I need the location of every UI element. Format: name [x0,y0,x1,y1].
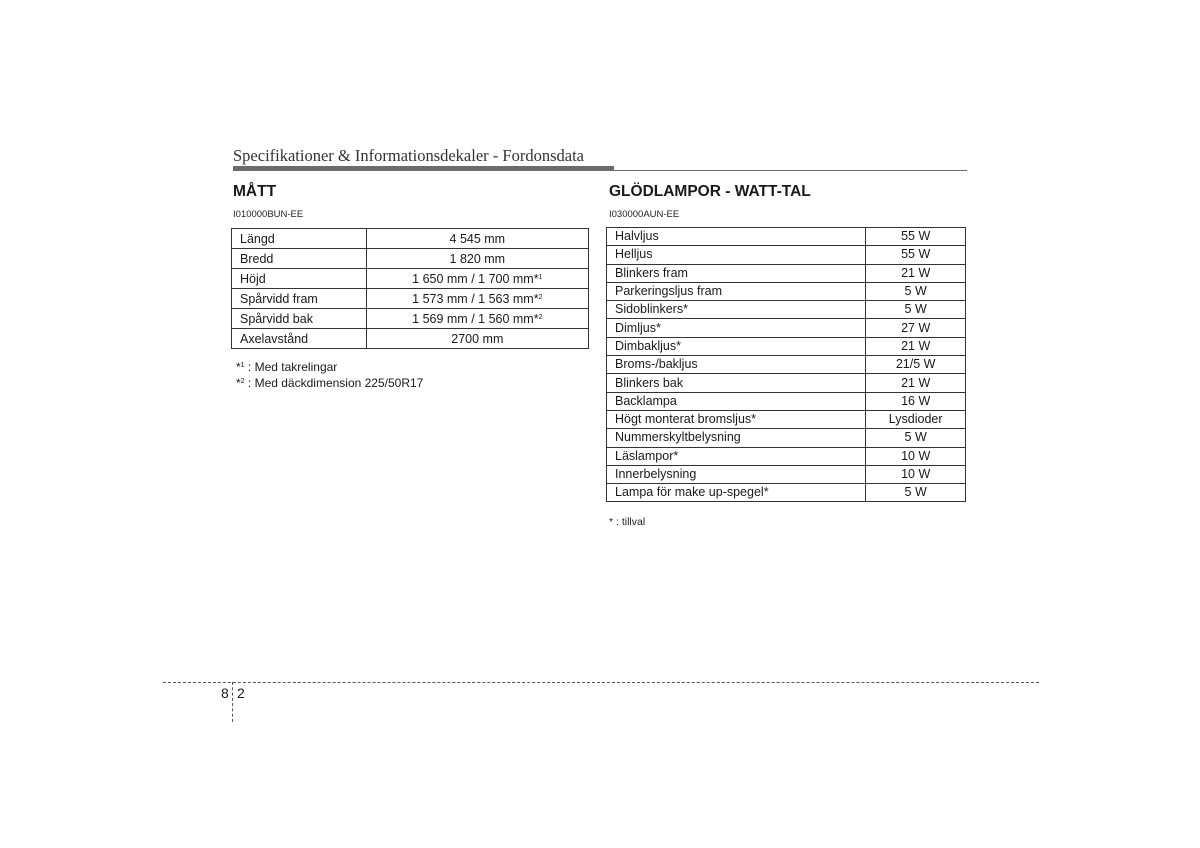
row-footnote: 1 [538,273,543,281]
row-value [866,319,966,337]
row-label: Broms-/bakljus [607,356,866,374]
table-row [232,249,589,269]
row-value-text: 21 W [901,265,931,280]
row-label: Innerbelysning [607,465,866,483]
table-row [607,356,966,374]
row-value-text: 1 573 mm / 1 563 mm* [412,291,539,306]
row-value-text: 5 W [904,284,927,299]
row-label: Spårvidd bak [232,309,367,329]
row-value-text: 4 545 mm [449,231,506,246]
table-row [607,282,966,300]
dimensions-note-2 [236,376,423,390]
row-value [866,374,966,392]
row-label: Längd [232,229,367,249]
table-row [607,246,966,264]
row-value [866,337,966,355]
row-value-text: 21/5 W [895,357,936,372]
row-value-text: 10 W [901,448,931,463]
row-label: Lampa för make up-spegel* [607,484,866,502]
row-value-text: 5 W [904,485,927,500]
table-row [607,392,966,410]
row-value-text: 10 W [901,467,931,481]
row-value [366,329,588,349]
page-section-number: 8 [221,685,229,701]
note-text: : Med däckdimension 225/50R17 [244,376,424,390]
bulbs-code: I030000AUN-EE [609,209,680,220]
table-row [607,484,966,502]
row-value-text: 1 569 mm / 1 560 mm* [412,311,539,326]
row-value [866,356,966,374]
row-label: Läslampor* [607,447,866,465]
note-text: : Med takrelingar [244,360,338,374]
row-label: Dimljus* [607,319,866,337]
row-value-text: 5 W [904,430,927,445]
row-label: Nummerskyltbelysning [607,429,866,447]
row-value-text: 55 W [901,247,931,262]
bulbs-title: GLÖDLAMPOR - WATT-TAL [609,183,811,200]
row-label: Dimbakljus* [607,337,866,355]
row-value [866,282,966,300]
dimensions-code: I010000BUN-EE [233,209,304,220]
row-label: Backlampa [607,392,866,410]
row-value-text: 5 W [904,302,927,317]
dimensions-title: MÅTT [233,183,277,200]
table-row [607,447,966,465]
row-value-text: 1 650 mm / 1 700 mm* [412,271,539,286]
bulbs-note: * : tillval [609,516,646,528]
row-value [866,264,966,282]
table-row [607,301,966,319]
row-value [866,246,966,264]
row-label: Spårvidd fram [232,289,367,309]
note-mark: * [236,360,241,374]
row-value [866,429,966,447]
row-value [866,484,966,502]
row-footnote: 2 [538,313,543,321]
row-value [366,309,588,329]
row-value-text: 21 W [901,338,931,353]
dimensions-note-1 [236,360,337,374]
row-value [866,465,966,483]
row-label: Helljus [607,246,866,264]
table-row [607,228,966,246]
row-footnote: 2 [538,293,543,301]
table-row [607,319,966,337]
row-value [866,392,966,410]
table-row [232,269,589,289]
row-label: Blinkers fram [607,264,866,282]
row-label: Halvljus [607,228,866,246]
row-value [866,301,966,319]
row-label: Axelavstånd [232,329,367,349]
table-row [232,229,589,249]
note-number: 2 [240,378,245,385]
row-value-text: 55 W [901,229,931,244]
row-value [866,410,966,428]
table-row [607,374,966,392]
note-number: 1 [240,362,245,369]
row-label: Blinkers bak [607,374,866,392]
row-value-text: 1 820 mm [449,251,506,266]
row-value [366,249,588,269]
table-row [607,337,966,355]
page-header-title: Specifikationer & Informationsdekaler - Fordonsdata [233,146,584,165]
table-row [607,410,966,428]
row-label: Höjd [232,269,367,289]
header-rule [233,170,967,171]
row-value [866,447,966,465]
bulbs-table [606,227,966,502]
row-value-text: Lysdioder [888,412,943,427]
row-value-text: 21 W [901,375,931,390]
footer-rule [163,682,1039,683]
row-value [366,229,588,249]
row-label: Bredd [232,249,367,269]
table-row [232,309,589,329]
row-label: Sidoblinkers* [607,301,866,319]
row-value-text: 27 W [901,320,931,335]
row-value-text: 2700 mm [451,331,504,346]
footer-divider [232,682,233,722]
row-label: Högt monterat bromsljus* [607,410,866,428]
row-value-text: 16 W [901,393,931,408]
note-mark: * [236,376,241,390]
table-row [232,329,589,349]
table-row [607,465,966,483]
table-row [232,289,589,309]
row-value [366,269,588,289]
table-row [607,264,966,282]
row-value [366,289,588,309]
page-number: 2 [237,685,245,701]
dimensions-table [231,228,589,349]
table-row [607,429,966,447]
row-value [866,228,966,246]
row-label: Parkeringsljus fram [607,282,866,300]
